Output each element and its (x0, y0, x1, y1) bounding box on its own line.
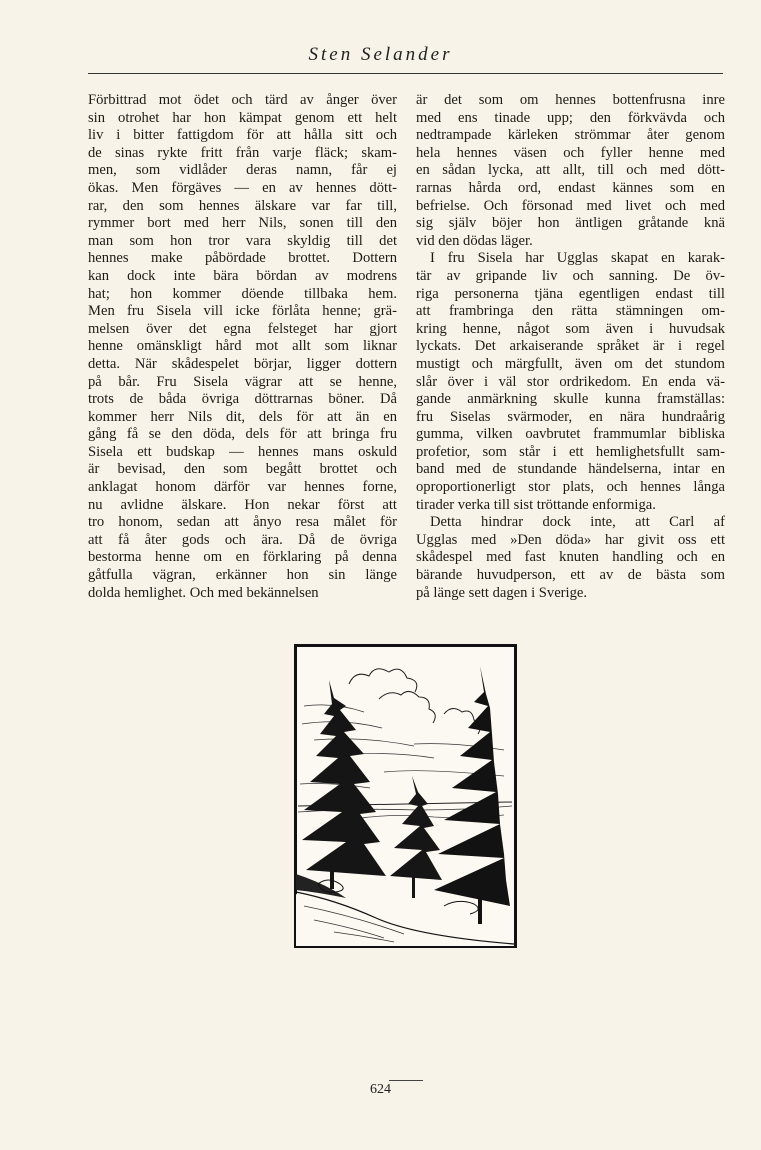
text-line: att frambringa den rätta stämningen om- (416, 303, 725, 320)
text-line: men, som vidlåder deras namn, får ej (88, 162, 397, 179)
header-rule (88, 73, 723, 74)
text-line: nedtrampade kärleken strömmar åter genom (416, 127, 725, 144)
text-line: rarnas hårda ord, endast kännes som en (416, 179, 725, 196)
text-line: riga personerna tjäna egentligen endast till (416, 285, 725, 302)
text-line: gumma, vilken oavbrutet frammumlar bibliska (416, 426, 725, 443)
text-line: profetior, som står i ett hemlighetsfullt sam- (416, 443, 725, 460)
folio-rule (389, 1080, 423, 1081)
text-line: anklagat honom därför var hennes forne, (88, 479, 397, 496)
text-line: Sisela ett budskap — hennes mans oskuld (88, 443, 397, 460)
text-line: tär av gripande liv och sanning. De öv- (416, 267, 725, 284)
text-line: vid den dödas läger. (416, 232, 533, 249)
text-line: lyckats. Det arkaiserande språket är i regel (416, 338, 725, 355)
text-line: en sådan lycka, att allt, till och med dött- (416, 162, 725, 179)
text-line: slår över i väl stor ordrikedom. En enda vä- (416, 373, 725, 390)
text-line: band med de stundande händelserna, intar en (416, 461, 725, 478)
text-line: hela hennes väsen och fyller henne med (416, 144, 725, 161)
text-line: befrielse. Och försonad med livet och med (416, 197, 725, 214)
text-line: tro honom, sedan att ånyo resa målet för (88, 514, 397, 531)
text-line: melsen över det egna felsteget har gjort (88, 320, 397, 337)
text-line: tirader verka till sist tröttande enformiga. (416, 496, 656, 513)
text-line: hennes make påbördade brottet. Dottern (88, 250, 397, 267)
text-line: nu avlidne älskare. Hon nekar först att (88, 496, 397, 513)
text-line: Men fru Sisela vill icke förlåta henne; grä- (88, 303, 397, 320)
right-column (416, 92, 725, 602)
text-line: hat; hon kommer döende tillbaka hem. (88, 285, 397, 302)
text-line: Förbittrad mot ödet och tärd av ånger över (88, 92, 397, 108)
text-line: rar, den som hennes älskare var far till, (88, 197, 397, 214)
text-line: kommer herr Nils dit, dels för att än en (88, 408, 397, 425)
text-line: Detta hindrar dock inte, att Carl af (430, 514, 725, 531)
text-line: de sinas rykte fritt från varje fläck; skam- (88, 144, 397, 161)
text-line: bestorma henne om en förklaring på denna (88, 549, 397, 566)
text-line: på bår. Fru Sisela vägrar att se henne, (88, 373, 397, 390)
text-line: fru Siselas svärmoder, en nära hundraårig (416, 408, 725, 425)
text-line: oproportionerligt stor plats, och hennes långa (416, 479, 725, 496)
text-line: rymmer bort med herr Nils, sonen till den (88, 215, 397, 232)
text-line: gande anmärkning skulle kunna framställas: (416, 391, 725, 408)
text-line: med ens tinade upp; den förkvävda och (416, 109, 725, 126)
text-line: I fru Sisela har Ugglas skapat en karak- (430, 250, 725, 267)
text-line: gång få se den döda, dels för att bringa fru (88, 426, 397, 443)
text-line: Ugglas med »Den döda» har givit oss ett (416, 531, 725, 548)
text-line: sin otrohet har hon kämpat genom ett helt (88, 109, 397, 126)
spruce-landscape-illustration (294, 644, 517, 948)
text-line: bärande huvudperson, ett av de bästa som (416, 567, 725, 584)
text-line: dolda hemlighet. Och med bekännelsen (88, 584, 319, 601)
text-line: är bevisad, den som begått brottet och (88, 461, 397, 478)
text-line: är det som om hennes bottenfrusna inre (416, 92, 725, 108)
text-line: liv i bitter fattigdom för att hålla sitt och (88, 127, 397, 144)
text-line: mustigt och märgfullt, även om det stundom (416, 355, 725, 372)
text-line: henne omänskligt hård mot allt som liknar (88, 338, 397, 355)
text-line: kring henne, något som även i huvudsak (416, 320, 725, 337)
text-line: detta. När skådespelet börjar, ligger dottern (88, 355, 397, 372)
text-line: att få åter gods och ära. Då de övriga (88, 531, 397, 548)
text-line: gåtfulla vägran, erkänner hon sin länge (88, 567, 397, 584)
text-line: ökas. Men förgäves — en av hennes dött- (88, 179, 397, 196)
running-head: Sten Selander (308, 44, 453, 65)
text-line: skådespel med fast knuten handling och en (416, 549, 725, 566)
page-number: 624 (370, 1082, 391, 1097)
text-line: man som hon tror vara skyldig till det (88, 232, 397, 249)
text-line: trots de båda övriga döttrarnas böner. Då (88, 391, 397, 408)
text-line: på länge sett dagen i Sverige. (416, 584, 588, 601)
text-line: sig själv böjer hon äntligen gråtande knä (416, 215, 725, 232)
left-column (88, 92, 397, 602)
text-line: kan dock inte bära bördan av modrens (88, 267, 397, 284)
